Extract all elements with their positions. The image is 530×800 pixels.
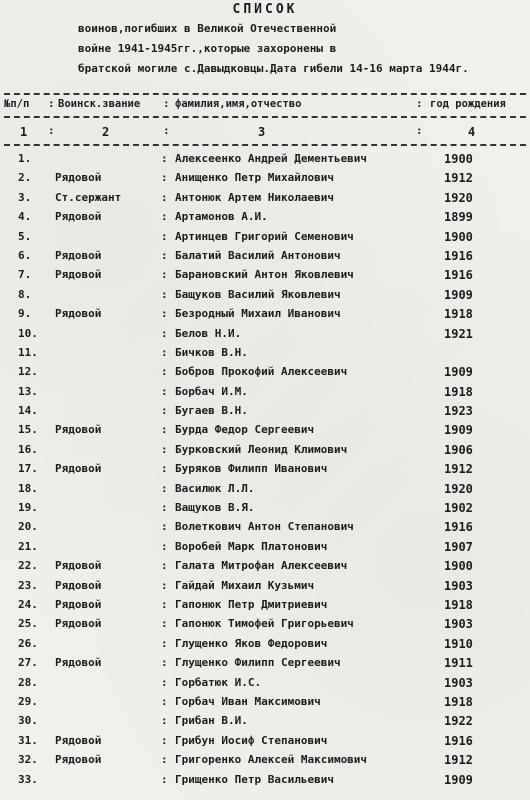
row-separator: :	[161, 481, 168, 495]
row-year: 1900	[444, 559, 473, 574]
row-separator: :	[161, 714, 168, 728]
row-name: Анищенко Петр Михайлович	[175, 171, 334, 185]
row-number: 2.	[18, 171, 32, 185]
top-divider	[4, 93, 526, 95]
list-row	[0, 499, 530, 518]
row-year: 1912	[444, 753, 473, 768]
list-row	[0, 674, 530, 693]
row-name: Алексеенко Андрей Дементьевич	[175, 152, 368, 165]
column-number-4: 4	[468, 125, 476, 139]
column-number-1: 1	[20, 125, 28, 139]
row-separator: :	[161, 365, 168, 379]
row-year: 1902	[444, 501, 473, 516]
row-name: Бащуков Василий Яковлевич	[175, 287, 341, 301]
row-rank: Рядовой	[55, 656, 102, 670]
row-rank: Рядовой	[55, 268, 102, 282]
row-rank: Рядовой	[55, 597, 102, 611]
row-number: 12.	[18, 365, 38, 379]
row-name: Бичков В.Н.	[175, 345, 248, 359]
row-separator: :	[161, 501, 168, 515]
row-separator: :	[161, 307, 168, 321]
row-name: Антонюк Артем Николаевич	[175, 190, 334, 204]
row-year: 1920	[444, 190, 473, 205]
row-number: 30.	[18, 714, 38, 728]
row-year: 1912	[444, 171, 473, 186]
row-separator: :	[161, 326, 168, 340]
row-year: 1903	[444, 617, 473, 632]
row-number: 26.	[18, 636, 38, 650]
row-separator: :	[161, 404, 168, 418]
list-row	[0, 383, 530, 402]
row-number: 15.	[18, 423, 38, 437]
subtitle-line-1: воинов,погибших в Великой Отечественной	[78, 22, 337, 35]
row-separator: :	[161, 733, 168, 747]
row-rank: Ст.сержант	[55, 190, 122, 204]
list-row	[0, 518, 530, 537]
row-rank: Рядовой	[55, 617, 102, 631]
row-name: Гапонюк Тимофей Григорьевич	[175, 617, 354, 631]
row-year: 1923	[444, 404, 473, 419]
row-year: 1918	[444, 694, 473, 709]
row-number: 17.	[18, 462, 38, 476]
list-row	[0, 693, 530, 712]
row-year: 1918	[444, 307, 473, 322]
row-year: 1909	[444, 423, 473, 438]
document-title: СПИСОК	[232, 2, 298, 17]
row-year: 1916	[444, 733, 473, 748]
column-separator: :	[163, 97, 170, 110]
row-rank: Рядовой	[55, 559, 102, 573]
row-name: Бугаев В.Н.	[175, 404, 248, 418]
row-number: 24.	[18, 597, 38, 611]
row-name: Глущенко Яков Федорович	[175, 636, 328, 650]
row-number: 18.	[18, 481, 38, 495]
list-row	[0, 654, 530, 673]
row-number: 28.	[18, 675, 38, 689]
row-separator: :	[161, 423, 168, 437]
row-name: Артинцев Григорий Семенович	[175, 229, 354, 243]
row-year: 1918	[444, 384, 473, 399]
row-separator: :	[161, 190, 168, 204]
row-separator: :	[161, 229, 168, 243]
row-number: 4.	[18, 210, 32, 224]
row-name: Борбач И.М.	[175, 384, 248, 398]
row-number: 23.	[18, 578, 38, 592]
row-separator: :	[161, 675, 168, 689]
row-rank: Рядовой	[55, 733, 102, 747]
row-number: 13.	[18, 384, 38, 398]
row-number: 10.	[18, 326, 38, 340]
row-name: Бурковский Леонид Климович	[175, 442, 348, 456]
column-number-3: 3	[258, 125, 266, 139]
row-name: Гайдай Михаил Кузьмич	[175, 578, 315, 592]
row-number: 6.	[18, 248, 32, 262]
row-name: Григоренко Алексей Максимович	[175, 753, 368, 767]
column-header-year: год рождения	[430, 98, 506, 110]
column-separator: :	[48, 97, 55, 110]
row-year: 1916	[444, 268, 473, 283]
row-name: Буряков Филипп Иванович	[175, 462, 328, 476]
list-row	[0, 169, 530, 188]
header-divider	[4, 116, 526, 118]
row-name: Бурда Федор Сергеевич	[175, 423, 315, 437]
list-row	[0, 615, 530, 634]
list-row	[0, 228, 530, 247]
list-row	[0, 751, 530, 770]
column-separator: :	[163, 124, 170, 137]
row-name: Гапонюк Петр Дмитриевич	[175, 597, 328, 611]
row-year: 1911	[444, 656, 473, 671]
list-row	[0, 247, 530, 266]
row-number: 8.	[18, 287, 32, 301]
list-row	[0, 266, 530, 285]
row-rank: Рядовой	[55, 248, 102, 262]
list-row	[0, 732, 530, 751]
list-row	[0, 402, 530, 421]
row-name: Василюк Л.Л.	[175, 481, 255, 495]
row-number: 1.	[18, 152, 32, 165]
subtitle-line-3: братской могиле с.Давыдковцы.Дата гибели 14-16 марта 1944г.	[78, 62, 469, 75]
row-rank: Рядовой	[55, 307, 102, 321]
list-row	[0, 712, 530, 731]
row-separator: :	[161, 384, 168, 398]
row-name: Грибун Иосиф Степанович	[175, 733, 328, 747]
row-number: 25.	[18, 617, 38, 631]
list-row	[0, 577, 530, 596]
row-name: Барановский Антон Яковлевич	[175, 268, 354, 282]
row-separator: :	[161, 520, 168, 534]
row-year: 1909	[444, 365, 473, 380]
list-row	[0, 421, 530, 440]
row-year: 1909	[444, 772, 473, 787]
row-rank: Рядовой	[55, 753, 102, 767]
list-row	[0, 480, 530, 499]
list-row	[0, 460, 530, 479]
row-separator: :	[161, 442, 168, 456]
row-year: 1900	[444, 152, 473, 166]
row-number: 31.	[18, 733, 38, 747]
row-name: Безродный Михаил Иванович	[175, 307, 341, 321]
row-number: 19.	[18, 501, 38, 515]
row-separator: :	[161, 345, 168, 359]
column-separator: :	[416, 97, 423, 110]
list-row	[0, 596, 530, 615]
row-number: 27.	[18, 656, 38, 670]
row-number: 11.	[18, 345, 38, 359]
row-separator: :	[161, 753, 168, 767]
list-row	[0, 208, 530, 227]
column-separator: :	[48, 124, 55, 137]
row-name: Грищенко Петр Васильевич	[175, 772, 334, 786]
row-year: 1903	[444, 675, 473, 690]
row-separator: :	[161, 617, 168, 631]
row-year: 1907	[444, 539, 473, 554]
row-rank: Рядовой	[55, 462, 102, 476]
row-number: 29.	[18, 694, 38, 708]
row-separator: :	[161, 539, 168, 553]
row-separator: :	[161, 171, 168, 185]
row-separator: :	[161, 694, 168, 708]
row-name: Артамонов А.И.	[175, 210, 268, 224]
row-separator: :	[161, 597, 168, 611]
row-number: 3.	[18, 190, 32, 204]
row-separator: :	[161, 636, 168, 650]
column-header-rank: Воинск.звание	[58, 98, 141, 110]
row-name: Горбатюк И.С.	[175, 675, 262, 689]
list-row	[0, 635, 530, 654]
row-year: 1899	[444, 210, 473, 225]
row-name: Ващуков В.Я.	[175, 501, 255, 515]
row-separator: :	[161, 578, 168, 592]
row-number: 14.	[18, 404, 38, 418]
row-name: Бобров Прокофий Алексеевич	[175, 365, 348, 379]
soldier-list	[0, 150, 530, 790]
list-row	[0, 189, 530, 208]
column-header-number: №п/п	[4, 98, 30, 110]
row-rank: Рядовой	[55, 171, 102, 185]
list-row	[0, 325, 530, 344]
row-name: Волеткович Антон Степанович	[175, 520, 354, 534]
numbers-divider	[4, 144, 526, 146]
row-separator: :	[161, 210, 168, 224]
row-name: Белов Н.И.	[175, 326, 242, 340]
row-number: 21.	[18, 539, 38, 553]
row-number: 32.	[18, 753, 38, 767]
list-row	[0, 286, 530, 305]
row-number: 16.	[18, 442, 38, 456]
column-separator: :	[416, 124, 423, 137]
row-number: 7.	[18, 268, 32, 282]
row-number: 5.	[18, 229, 32, 243]
list-row	[0, 150, 530, 169]
row-name: Горбач Иван Максимович	[175, 694, 321, 708]
list-row	[0, 538, 530, 557]
row-name: Балатий Василий Антонович	[175, 248, 341, 262]
row-year: 1918	[444, 597, 473, 612]
row-name: Воробей Марк Платонович	[175, 539, 328, 553]
row-year: 1916	[444, 520, 473, 535]
row-number: 9.	[18, 307, 32, 321]
row-separator: :	[161, 268, 168, 282]
row-name: Галата Митрофан Алексеевич	[175, 559, 348, 573]
row-separator: :	[161, 656, 168, 670]
row-rank: Рядовой	[55, 210, 102, 224]
row-year: 1906	[444, 442, 473, 457]
row-year: 1910	[444, 636, 473, 651]
row-separator: :	[161, 287, 168, 301]
list-row	[0, 363, 530, 382]
row-number: 20.	[18, 520, 38, 534]
row-year: 1921	[444, 326, 473, 341]
list-row	[0, 305, 530, 324]
row-year: 1909	[444, 287, 473, 302]
row-year: 1916	[444, 248, 473, 263]
row-separator: :	[161, 559, 168, 573]
row-name: Грибан В.И.	[175, 714, 248, 728]
row-separator: :	[161, 248, 168, 262]
column-number-2: 2	[102, 125, 110, 139]
row-separator: :	[161, 462, 168, 476]
row-year: 1922	[444, 714, 473, 729]
row-year: 1912	[444, 462, 473, 477]
row-number: 33.	[18, 772, 38, 786]
row-rank: Рядовой	[55, 578, 102, 592]
list-row	[0, 557, 530, 576]
row-number: 22.	[18, 559, 38, 573]
row-year: 1903	[444, 578, 473, 593]
column-header-name: фамилия,имя,отчество	[175, 98, 302, 110]
list-row	[0, 771, 530, 790]
row-rank: Рядовой	[55, 423, 102, 437]
row-year: 1900	[444, 229, 473, 244]
list-row	[0, 344, 530, 363]
list-row	[0, 441, 530, 460]
row-name: Глущенко Филипп Сергеевич	[175, 656, 341, 670]
subtitle-line-2: войне 1941-1945гг.,которые захоронены в	[78, 42, 337, 55]
row-separator: :	[161, 152, 168, 165]
row-year: 1920	[444, 481, 473, 496]
row-separator: :	[161, 772, 168, 786]
